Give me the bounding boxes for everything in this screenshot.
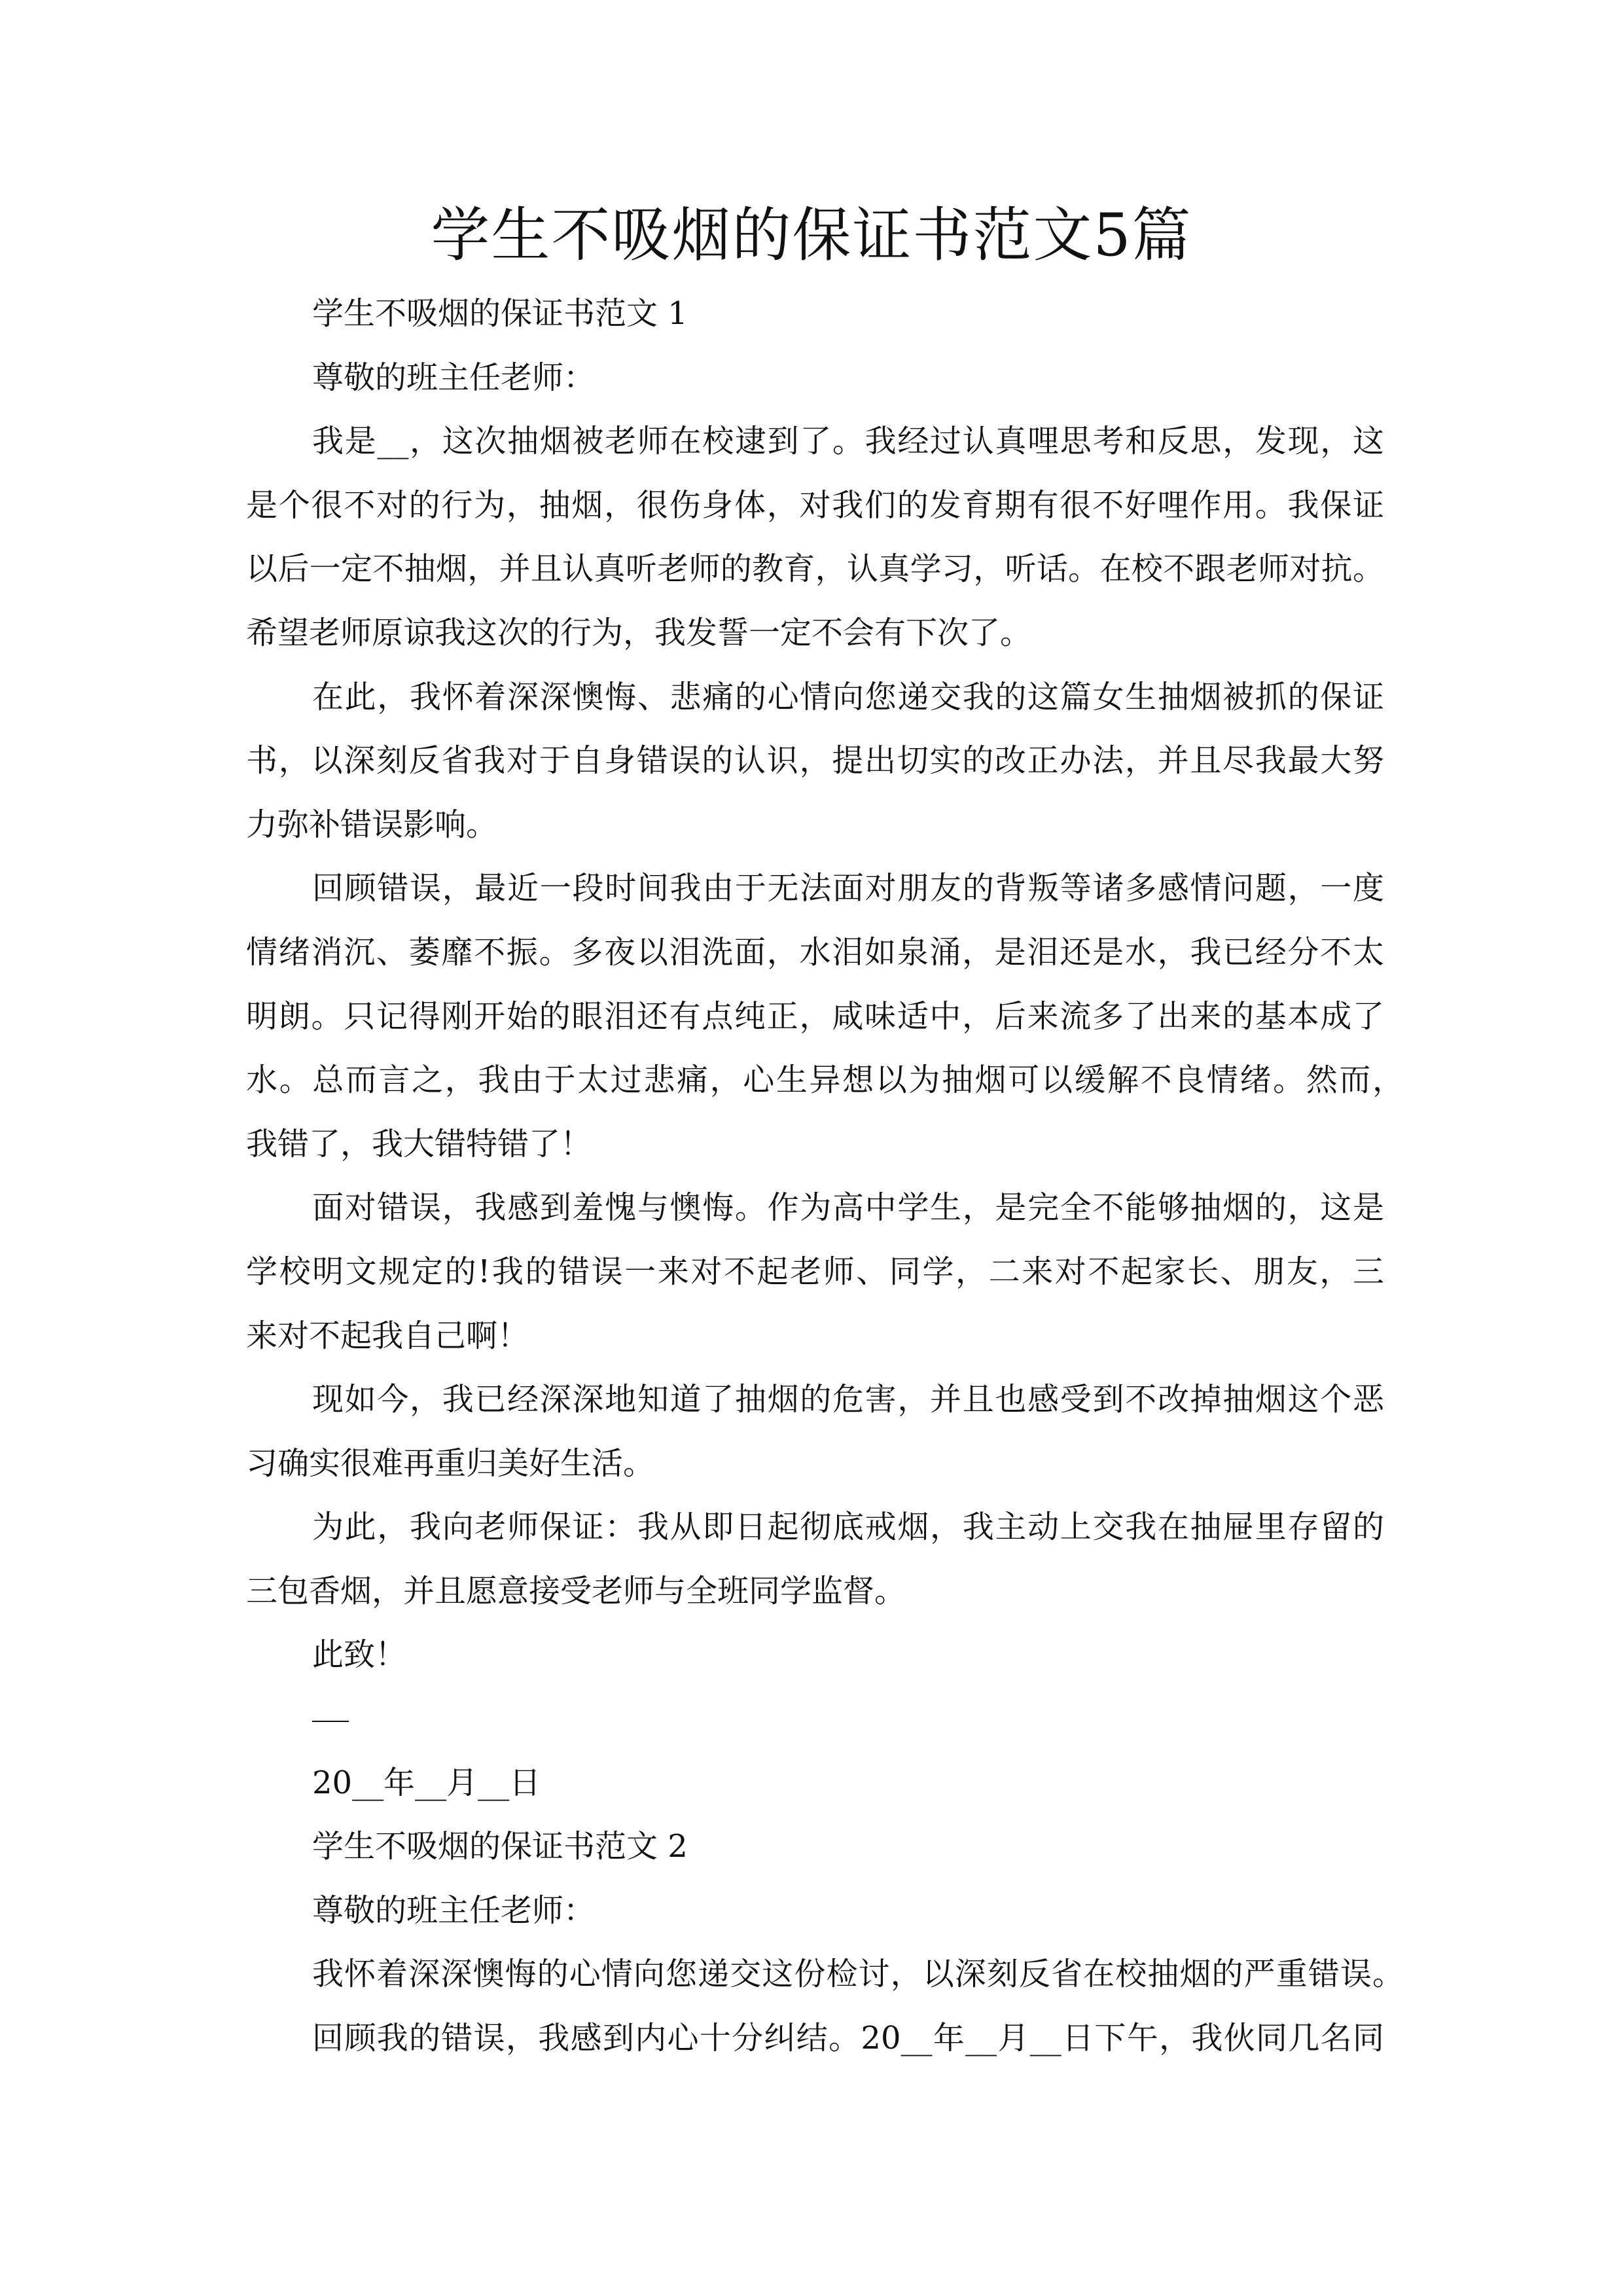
paragraph-line: 我错了，我大错特错了！ [246,1125,592,1162]
paragraph-line: 现如今，我已经深深地知道了抽烟的危害，并且也感受到不改掉抽烟这个恶 [312,1381,1384,1418]
signature-blank [312,1721,349,1722]
paragraph-line: 在此，我怀着深深懊悔、悲痛的心情向您递交我的这篇女生抽烟被抓的保证 [312,678,1384,715]
paragraph-line: 希望老师原谅我这次的行为，我发誓一定不会有下次了。 [246,614,1032,651]
paragraph-line: 是个很不对的行为，抽烟，很伤身体，对我们的发育期有很不好哩作用。我保证 [246,486,1384,524]
paragraph-line: 为此，我向老师保证：我从即日起彻底戒烟，我主动上交我在抽屉里存留的 [312,1509,1384,1546]
paragraph-line: 学校明文规定的!我的错误一来对不起老师、同学，二来对不起家长、朋友，三 [246,1253,1384,1290]
document-title: 学生不吸烟的保证书范文5篇 [431,201,1192,270]
paragraph-line: 习确实很难再重归美好生活。 [246,1444,655,1482]
document-body [246,282,1404,2071]
section-heading: 学生不吸烟的保证书范文 1 [312,295,688,332]
paragraph-line: 力弥补错误影响。 [246,806,498,843]
salutation: 尊敬的班主任老师： [312,1892,596,1929]
paragraph-line: 水。总而言之，我由于太过悲痛，心生异想以为抽烟可以缓解不良情绪。然而， [246,1062,1404,1099]
section-heading: 学生不吸烟的保证书范文 2 [312,1828,688,1865]
paragraph-line: 回顾错误，最近一段时间我由于无法面对朋友的背叛等诸多感情问题，一度 [312,870,1384,907]
paragraph-line: 来对不起我自己啊！ [246,1317,529,1354]
paragraph-line: 明朗。只记得刚开始的眼泪还有点纯正，咸味适中，后来流多了出来的基本成了 [246,997,1384,1035]
paragraph-line: 以后一定不抽烟，并且认真听老师的教育，认真学习，听话。在校不跟老师对抗。 [246,550,1384,588]
paragraph-line: 三包香烟，并且愿意接受老师与全班同学监督。 [246,1572,906,1609]
salutation: 尊敬的班主任老师： [312,359,596,396]
signature-line [246,1687,1384,1751]
paragraph-line: 情绪消沉、萎靡不振。多夜以泪洗面，水泪如泉涌，是泪还是水，我已经分不太 [246,933,1384,971]
closing: 此致！ [312,1636,407,1674]
paragraph-line: 回顾我的错误，我感到内心十分纠结。20__年__月__日下午，我伙同几名同 [312,2020,1384,2057]
paragraph-line: 我是__，这次抽烟被老师在校逮到了。我经过认真哩思考和反思，发现，这 [312,423,1384,460]
paragraph-line: 面对错误，我感到羞愧与懊悔。作为高中学生，是完全不能够抽烟的，这是 [312,1189,1384,1227]
paragraph-line: 书，以深刻反省我对于自身错误的认识，提出切实的改正办法，并且尽我最大努 [246,742,1384,780]
date-line: 20__年__月__日 [312,1764,541,1801]
paragraph-line: 我怀着深深懊悔的心情向您递交这份检讨，以深刻反省在校抽烟的严重错误。 [312,1956,1404,1993]
